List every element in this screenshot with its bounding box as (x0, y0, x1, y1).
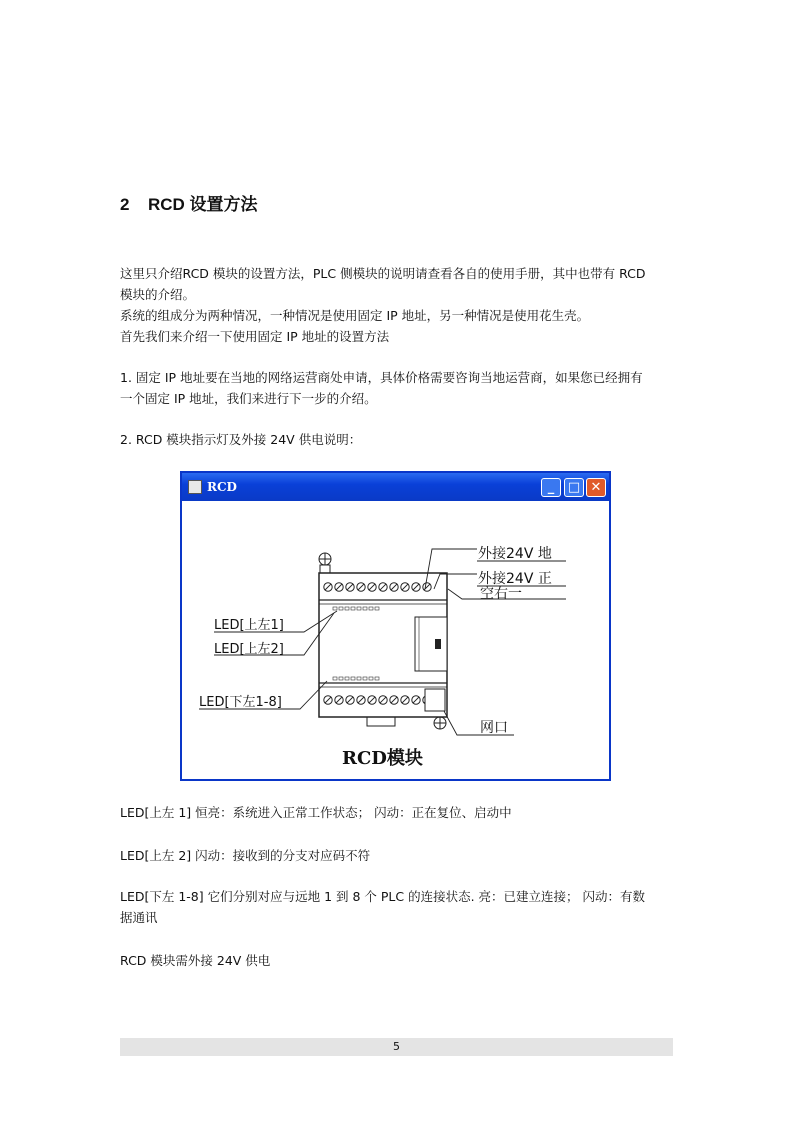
page-number: 5 (393, 1040, 400, 1053)
label-net-port: 网口 (480, 720, 508, 736)
step1-line: 1. 固定 IP 地址要在当地的网络运营商处申请，具体价格需要咨询当地运营商，如果您已经拥有 (120, 370, 643, 385)
label-ext24v-pos: 外接24V 正 (478, 571, 552, 587)
label-led-ll: LED[下左1-8] (199, 695, 282, 710)
intro-line: 首先我们来介绍一下使用固定 IP 地址的设置方法 (120, 329, 390, 344)
label-ext24v-gnd: 外接24V 地 (478, 546, 552, 562)
network-port (425, 689, 445, 711)
minimize-button: _ (541, 478, 561, 497)
led-indicator (351, 677, 355, 680)
note-led-ul1: LED[上左 1] 恒亮：系统进入正常工作状态； 闪动：正在复位、启动中 (120, 805, 512, 820)
rcd-window-figure (180, 471, 611, 781)
step1-line: 一个固定 IP 地址，我们来进行下一步的介绍。 (120, 391, 377, 406)
note-led-ul2: LED[上左 2] 闪动：接收到的分支对应码不符 (120, 848, 371, 863)
led-indicator (369, 607, 373, 610)
intro-paragraph (120, 263, 673, 347)
intro-line: 模块的介绍。 (120, 287, 196, 302)
led-indicator (357, 607, 361, 610)
led-indicator (369, 677, 373, 680)
led-indicator (345, 607, 349, 610)
led-indicator (351, 607, 355, 610)
note-line: 据通讯 (120, 910, 158, 925)
intro-line: 这里只介绍RCD 模块的设置方法，PLC 侧模块的说明请查看各自的使用手册，其中也带有 RCD (120, 266, 646, 281)
maximize-button: □ (564, 478, 584, 497)
label-empty: 空右一 (480, 586, 522, 602)
note-led-ll (120, 886, 673, 928)
led-indicator (375, 607, 379, 610)
window-titlebar (182, 473, 609, 501)
led-indicator (363, 677, 367, 680)
app-icon (188, 480, 202, 494)
step2-paragraph: 2. RCD 模块指示灯及外接 24V 供电说明： (120, 432, 362, 447)
rcd-module-diagram (182, 501, 609, 779)
led-indicator (363, 607, 367, 610)
step1-paragraph (120, 367, 673, 409)
led-indicator (345, 677, 349, 680)
page-footer (120, 1038, 673, 1056)
label-led-ul1: LED[上左1] (214, 618, 284, 633)
section-heading (120, 190, 258, 215)
window-title: RCD (207, 480, 237, 494)
section-number: 2 (120, 195, 130, 214)
expansion-slot (415, 617, 447, 671)
note-power: RCD 模块需外接 24V 供电 (120, 953, 271, 968)
led-indicator (357, 677, 361, 680)
note-line: LED[下左 1-8] 它们分别对应与远地 1 到 8 个 PLC 的连接状态. 亮：已建立连接； 闪动：有数 (120, 889, 646, 904)
led-indicator (339, 607, 343, 610)
section-title: RCD 设置方法 (148, 195, 258, 214)
led-indicator (333, 677, 337, 680)
figure-caption: RCD模块 (342, 748, 423, 769)
intro-line: 系统的组成分为两种情况，一种情况是使用固定 IP 地址，另一种情况是使用花生壳。 (120, 308, 590, 323)
led-indicator (375, 677, 379, 680)
led-indicator (339, 677, 343, 680)
label-led-ul2: LED[上左2] (214, 642, 284, 657)
close-button: ✕ (586, 478, 606, 497)
led-indicator (333, 607, 337, 610)
din-clip (367, 717, 395, 726)
